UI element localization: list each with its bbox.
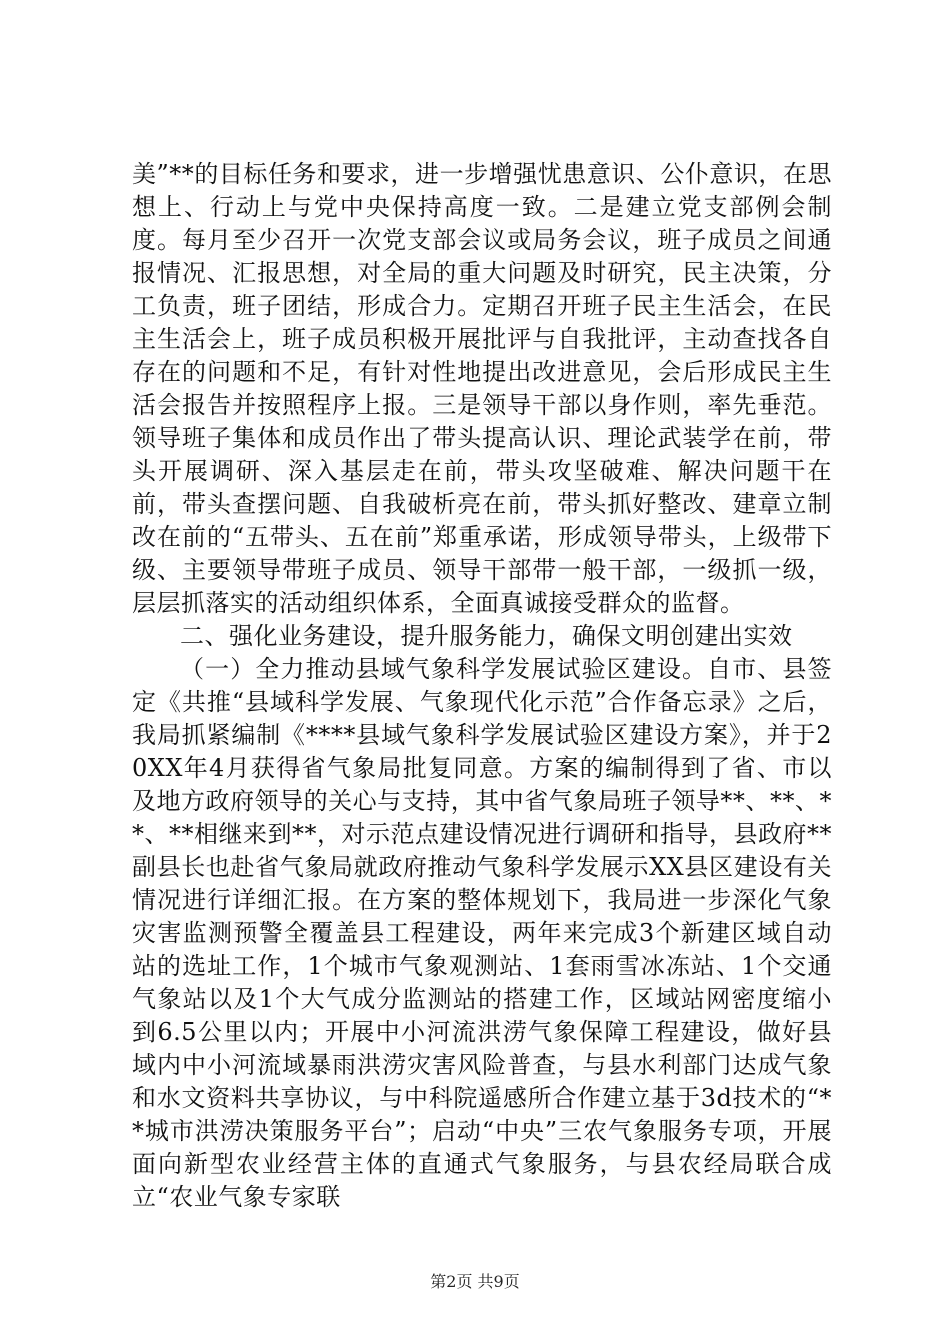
paragraph-continued: 美”**的目标任务和要求，进一步增强忧患意识、公仆意识，在思想上、行动上与党中央保持高度一致。二是建立党支部例会制度。每月至少召开一次党支部会议或局务会议，班子成员之间通报情况、汇报思想，对全局的重大问题及时研究，民主决策，分工负责，班子团结，形成合力。定期召开班子民主生活会，在民主生活会上，班子成员积极开展批评与自我批评，主动查找各自存在的问题和不足，有针对性地提出改进意见，会后形成民主生活会报告并按照程序上报。三是领导干部以身作则，率先垂范。领导班子集体和成员作出了带头提高认识、理论武装学在前，带头开展调研、深入基层走在前，带头攻坚破难、解决问题干在前，带头查摆问题、自我破析亮在前，带头抓好整改、建章立制改在前的“五带头、五在前”郑重承诺，形成领导带头，上级带下级、主要领导带班子成员、领导干部带一般干部，一级抓一级，层层抓落实的活动组织体系，全面真诚接受群众的监督。	[132, 160, 832, 617]
page-number: 第2页 共9页	[430, 1272, 520, 1291]
paragraph-pilot-zone: （一）全力推动县域气象科学发展试验区建设。自市、县签定《共推“县域科学发展、气象现代化示范”合作备忘录》之后，我局抓紧编制《****县域气象科学发展试验区建设方案》，并于20XX年4月获得省气象局批复同意。方案的编制得到了省、市以及地方政府领导的关心与支持，其中省气象局班子领导**、**、**、**相继来到**，对示范点建设情况进行调研和指导，县政府**副县长也赴省气象局就政府推动气象科学发展示XX县区建设有关情况进行详细汇报。在方案的整体规划下，我局进一步深化气象灾害监测预警全覆盖县工程建设，两年来完成3个新建区域自动站的选址工作，1个城市气象观测站、1套雨雪冰冻站、1个交通气象站以及1个大气成分监测站的搭建工作，区域站网密度缩小到6.5公里以内；开展中小河流洪涝气象保障工程建设，做好县域内中小河流域暴雨洪涝灾害风险普查，与县水利部门达成气象和水文资料共享协议，与中科院遥感所合作建立基于3d技术的“**城市洪涝决策服务平台”；启动“中央”三农气象服务专项，开展面向新型农业经营主体的直通式气象服务，与县农经局联合成立“农业气象专家联	[132, 655, 832, 1211]
section-heading: 二、强化业务建设，提升服务能力，确保文明创建出实效	[180, 622, 793, 650]
document-body	[132, 158, 832, 1214]
page-footer	[0, 1272, 950, 1292]
